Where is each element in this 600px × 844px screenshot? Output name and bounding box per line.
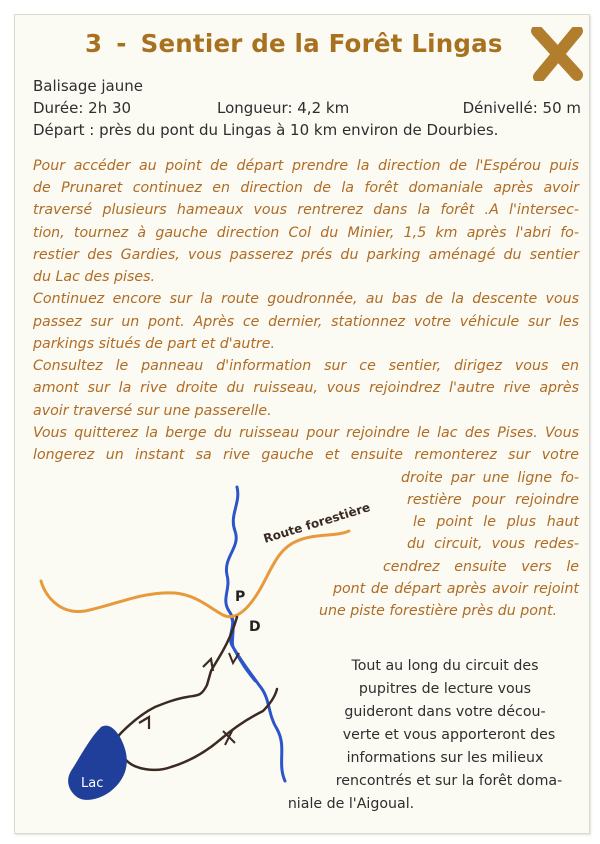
trail-title: Sentier de la Forêt Lingas — [140, 29, 503, 58]
trail-path-line — [116, 617, 277, 770]
lake-paragraph-line: le point le plus haut — [413, 514, 579, 530]
closing-line: niale de l'Aigoual. — [287, 796, 415, 812]
route-paragraph-line: Continuez encore sur la route goudronnée, au bas de la descente vous — [33, 291, 579, 307]
access-paragraph-line: de Prunaret continuez en direction de la forêt domaniale après avoir — [33, 180, 579, 196]
access-paragraph-line: tion, tournez à gauche direction Col du Minier, 1,5 km après l'abri fo- — [33, 225, 579, 241]
trail-arrow-mark — [139, 717, 149, 729]
panel-paragraph-line: avoir traversé sur une passerelle. — [33, 403, 272, 419]
depart-label: D — [249, 619, 261, 635]
page-title — [85, 29, 503, 58]
closing-line: guideront dans votre décou- — [344, 704, 546, 720]
cross-icon — [531, 27, 583, 81]
lake-label: Lac — [81, 776, 104, 791]
lake-paragraph-line: Vous quitterez la berge du ruisseau pour rejoindre le lac des Pises. Vous — [33, 425, 579, 441]
closing-line: pupitres de lecture vous — [358, 681, 532, 697]
closing-line: informations sur les milieux — [346, 750, 544, 766]
parking-label: P — [235, 589, 246, 605]
closing-line: verte et vous apporteront des — [342, 727, 556, 743]
access-paragraph-line: du Lac des pises. — [33, 269, 156, 285]
closing-line: Tout au long du circuit des — [351, 658, 539, 674]
access-paragraph-line: restier des Gardies, vous passerez prés du parking aménagé du sentier — [33, 247, 579, 263]
title-dash: - — [116, 29, 127, 58]
duration-text: Durée: 2h 30 — [33, 99, 132, 117]
lake-paragraph-line: du circuit, vous redes- — [407, 536, 579, 552]
lake-paragraph-line: cendrez ensuite vers le — [383, 559, 579, 575]
forest-road-line — [41, 531, 349, 617]
stats-row — [33, 99, 581, 119]
closing-line: rencontrés et sur la forêt doma- — [335, 773, 563, 789]
panel-paragraph-line: Consultez le panneau d'information sur ce sentier, dirigez vous en — [33, 358, 579, 374]
route-paragraph-line: parkings situés de part et d'autre. — [33, 336, 275, 352]
lake-paragraph-line: longerez un instant sa rive gauche et ensuite remonterez sur votre — [33, 447, 579, 463]
lake-paragraph-line: pont de départ après avoir rejoint — [333, 581, 579, 597]
route-paragraph-line: passez sur un pont. Après ce dernier, stationnez votre véhicule sur les — [33, 314, 579, 330]
elevation-text: Dénivellé: 50 m — [462, 99, 581, 117]
balisage-text: Balisage jaune — [33, 77, 143, 95]
lake-paragraph-line: droite par une ligne fo- — [401, 470, 579, 486]
trail-number: 3 — [85, 29, 103, 58]
length-text: Longueur: 4,2 km — [217, 99, 350, 117]
lake-paragraph-line: restière pour rejoindre — [407, 492, 579, 508]
panel-paragraph-line: amont sur la rive droite du ruisseau, vous rejoindrez l'autre rive après — [33, 380, 579, 396]
trail-card — [14, 14, 590, 834]
road-label: Route forestière — [261, 500, 372, 546]
lake-paragraph-line: une piste forestière près du pont. — [319, 603, 558, 619]
access-paragraph-line: Pour accéder au point de départ prendre la direction de l'Espérou puis — [33, 158, 579, 174]
trail-map — [15, 485, 589, 833]
departure-text: Départ : près du pont du Lingas à 10 km environ de Dourbies. — [33, 121, 499, 139]
access-paragraph-line: traversé plusieurs hameaux vous rentrerez dans la forêt .A l'intersec- — [33, 202, 579, 218]
